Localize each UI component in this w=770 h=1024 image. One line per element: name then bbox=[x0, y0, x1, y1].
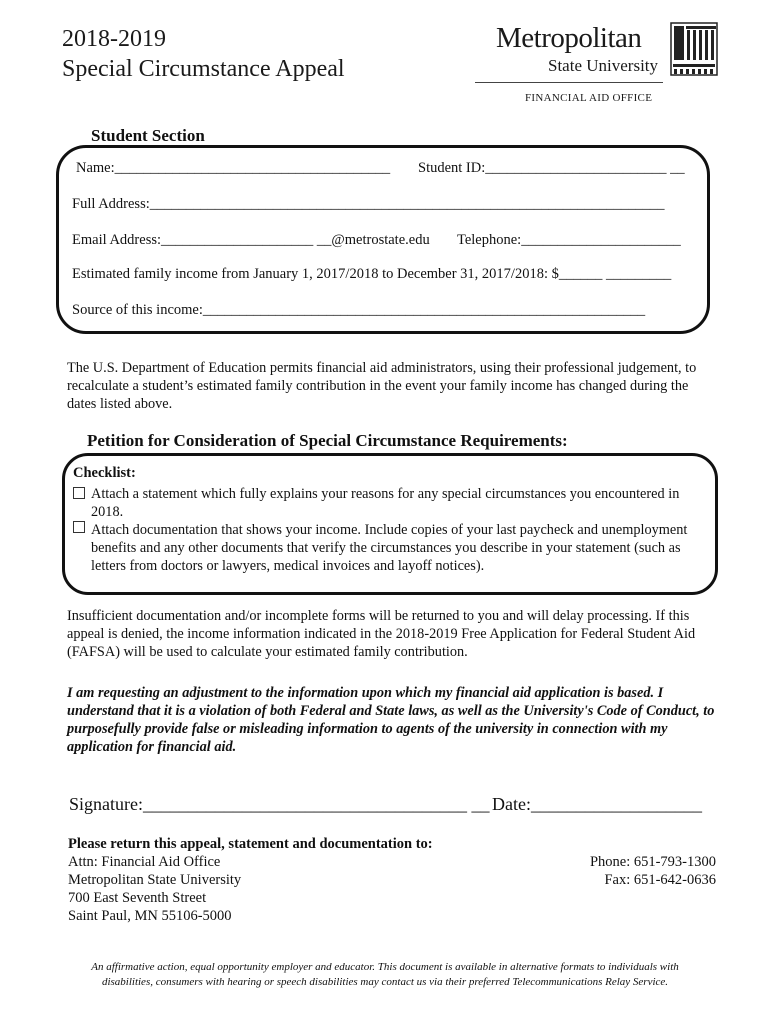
form-title: Special Circumstance Appeal bbox=[62, 56, 345, 82]
student-id-label: Student ID: bbox=[418, 160, 486, 176]
certification-statement: I am requesting an adjustment to the information upon which my financial aid application is based. I understand that it is a violation of both Federal and State laws, as well as the University's Code of Conduct, to purposefully provide false or misleading information to agents of the university in connection with my application for financial aid. bbox=[67, 685, 715, 755]
income-source-field[interactable]: Source of this income:_____________________________________________________________ bbox=[72, 302, 646, 318]
footer-disclaimer: An affirmative action, equal opportunity employer and educator. This document is available in alternative formats to individuals with disabilities, consumers with hearing or speech disabilities may contact us via their preferred Telecommunications Relay Service. bbox=[91, 961, 679, 988]
intro-paragraph: The U.S. Department of Education permits financial aid administrators, using their professional judgement, to recalculate a student’s estimated family contribution in the event your family income has changed during the dates listed above. bbox=[67, 360, 697, 412]
date-label: Date: bbox=[492, 794, 531, 814]
email-domain: @metrostate.edu bbox=[331, 232, 430, 248]
statement-checkbox[interactable] bbox=[73, 487, 85, 499]
notice-paragraph: Insufficient documentation and/or incomplete forms will be returned to you and will delay processing. If this appeal is denied, the income information indicated in the 2018-2019 Free Application for Federal Student Aid (FAFSA) will be used to calculate your estimated family contribution. bbox=[67, 608, 696, 660]
petition-heading: Petition for Consideration of Special Circumstance Requirements: bbox=[87, 431, 568, 450]
checklist-item-documentation: Attach documentation that shows your income. Include copies of your last paycheck and unemployment benefits and any other documents that verify the circumstances you describe in your statement (such as letters from doctors or lawyers, medical invoices and layoff notices). bbox=[91, 522, 688, 574]
return-line-attn: Attn: Financial Aid Office bbox=[68, 854, 221, 870]
signature-label: Signature: bbox=[69, 794, 143, 814]
income-source-label: Source of this income: bbox=[72, 302, 203, 318]
return-heading: Please return this appeal, statement and documentation to: bbox=[68, 836, 433, 852]
telephone-label: Telephone: bbox=[457, 232, 522, 248]
income-field[interactable]: Estimated family income from January 1, 2017/2018 to December 31, 2017/2018: $______ _________ bbox=[72, 266, 672, 282]
email-field[interactable]: Email Address:_____________________ __@metrostate.edu bbox=[72, 232, 430, 248]
checklist-label: Checklist: bbox=[73, 465, 136, 481]
return-line-street: 700 East Seventh Street bbox=[68, 890, 207, 906]
telephone-field[interactable]: Telephone:______________________ bbox=[457, 232, 681, 248]
documentation-checkbox[interactable] bbox=[73, 521, 85, 533]
university-building-icon bbox=[670, 22, 718, 76]
return-line-university: Metropolitan State University bbox=[68, 872, 242, 888]
email-label: Email Address: bbox=[72, 232, 162, 248]
form-year: 2018-2019 bbox=[62, 26, 166, 52]
checklist-item-statement: Attach a statement which fully explains your reasons for any special circumstances you encountered in 2018. bbox=[91, 486, 680, 520]
phone-number: Phone: 651-793-1300 bbox=[589, 854, 716, 870]
logo-divider bbox=[475, 82, 663, 83]
income-label: Estimated family income from January 1, 2017/2018 to December 31, 2017/2018: $ bbox=[72, 266, 559, 282]
name-label: Name: bbox=[76, 160, 115, 176]
fax-number: Fax: 651-642-0636 bbox=[604, 872, 716, 888]
full-address-field[interactable]: Full Address:_______________________________________________________________________ bbox=[72, 196, 665, 212]
date-field[interactable]: Date:___________________ bbox=[492, 794, 702, 814]
student-id-field[interactable]: Student ID:_________________________ __ bbox=[418, 160, 685, 176]
student-section-heading: Student Section bbox=[91, 126, 205, 145]
signature-field[interactable]: Signature:____________________________________ __ bbox=[69, 794, 490, 814]
name-field[interactable]: Name:______________________________________ bbox=[76, 160, 391, 176]
full-address-label: Full Address: bbox=[72, 196, 150, 212]
return-line-city: Saint Paul, MN 55106-5000 bbox=[68, 908, 232, 924]
logo-subtitle: State University bbox=[548, 56, 659, 75]
logo-name: Metropolitan bbox=[496, 22, 642, 54]
logo-office: FINANCIAL AID OFFICE bbox=[525, 92, 653, 104]
